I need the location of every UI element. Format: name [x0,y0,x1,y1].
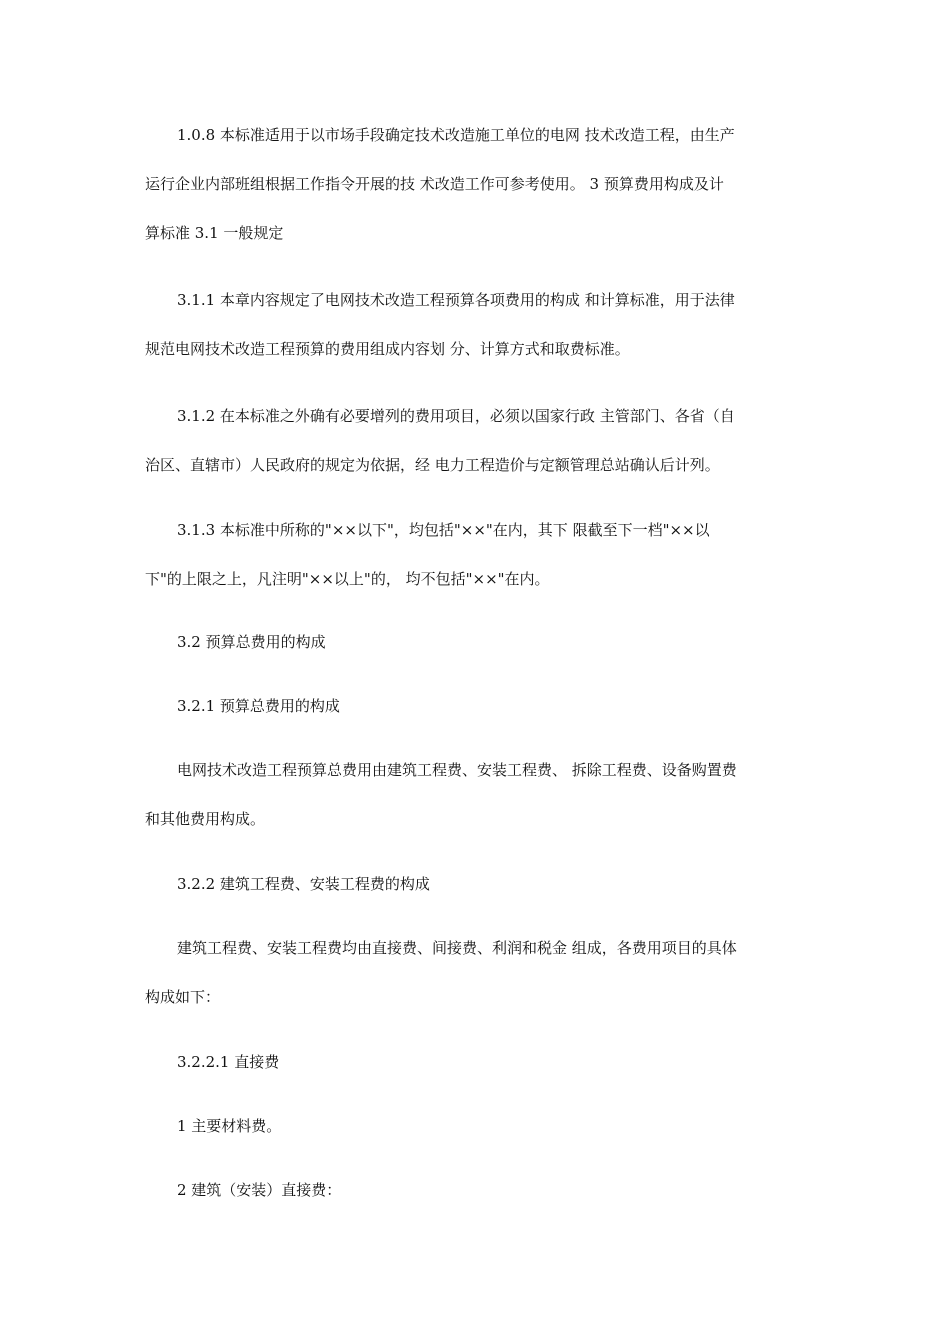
text-line: 算标准 3.1 一般规定 [145,224,284,242]
text-line: 3.1.1 本章内容规定了电网技术改造工程预算各项费用的构成 和计算标准，用于法律 [177,291,735,309]
paragraph-1-0-8 [145,111,815,258]
text-line: 治区、直辖市）人民政府的规定为依据，经 电力工程造价与定额管理总站确认后计列。 [145,456,720,474]
text-line: 3.2.1 预算总费用的构成 [177,697,340,715]
text-line: 1 主要材料费。 [177,1117,282,1135]
text-line: 运行企业内部班组根据工作指令开展的技 术改造工作可参考使用。 3 预算费用构成及计 [145,175,724,193]
list-item-1 [145,1102,815,1151]
text-line: 3.2.2 建筑工程费、安装工程费的构成 [177,875,430,893]
text-line: 电网技术改造工程预算总费用由建筑工程费、安装工程费、 拆除工程费、设备购置费 [177,761,737,779]
text-line: 3.1.3 本标准中所称的"××以下"，均包括"××"在内，其下 限截至下一档"××以 [177,521,710,539]
section-heading-3-2-2-1 [145,1038,815,1087]
text-line: 3.2 预算总费用的构成 [177,633,326,651]
text-line: 3.1.2 在本标准之外确有必要增列的费用项目，必须以国家行政 主管部门、各省（自 [177,407,735,425]
text-line: 构成如下： [145,988,221,1006]
section-heading-3-2 [145,618,815,667]
text-line: 和其他费用构成。 [145,810,266,828]
text-line: 建筑工程费、安装工程费均由直接费、间接费、利润和税金 组成，各费用项目的具体 [177,939,737,957]
paragraph-total-cost [145,746,815,844]
text-line: 3.2.2.1 直接费 [177,1053,280,1071]
text-line: 下"的上限之上，凡注明"××以上"的， 均不包括"××"在内。 [145,570,550,588]
list-item-2 [145,1166,815,1215]
text-line: 2 建筑（安装）直接费： [177,1181,342,1199]
text-line: 1.0.8 本标准适用于以市场手段确定技术改造施工单位的电网 技术改造工程，由生产 [177,126,735,144]
text-line: 规范电网技术改造工程预算的费用组成内容划 分、计算方式和取费标准。 [145,340,630,358]
section-heading-3-2-2 [145,860,815,909]
paragraph-3-1-3 [145,506,815,604]
paragraph-3-1-2 [145,392,815,490]
section-heading-3-2-1 [145,682,815,731]
paragraph-construction-cost [145,924,815,1022]
paragraph-3-1-1 [145,276,815,374]
